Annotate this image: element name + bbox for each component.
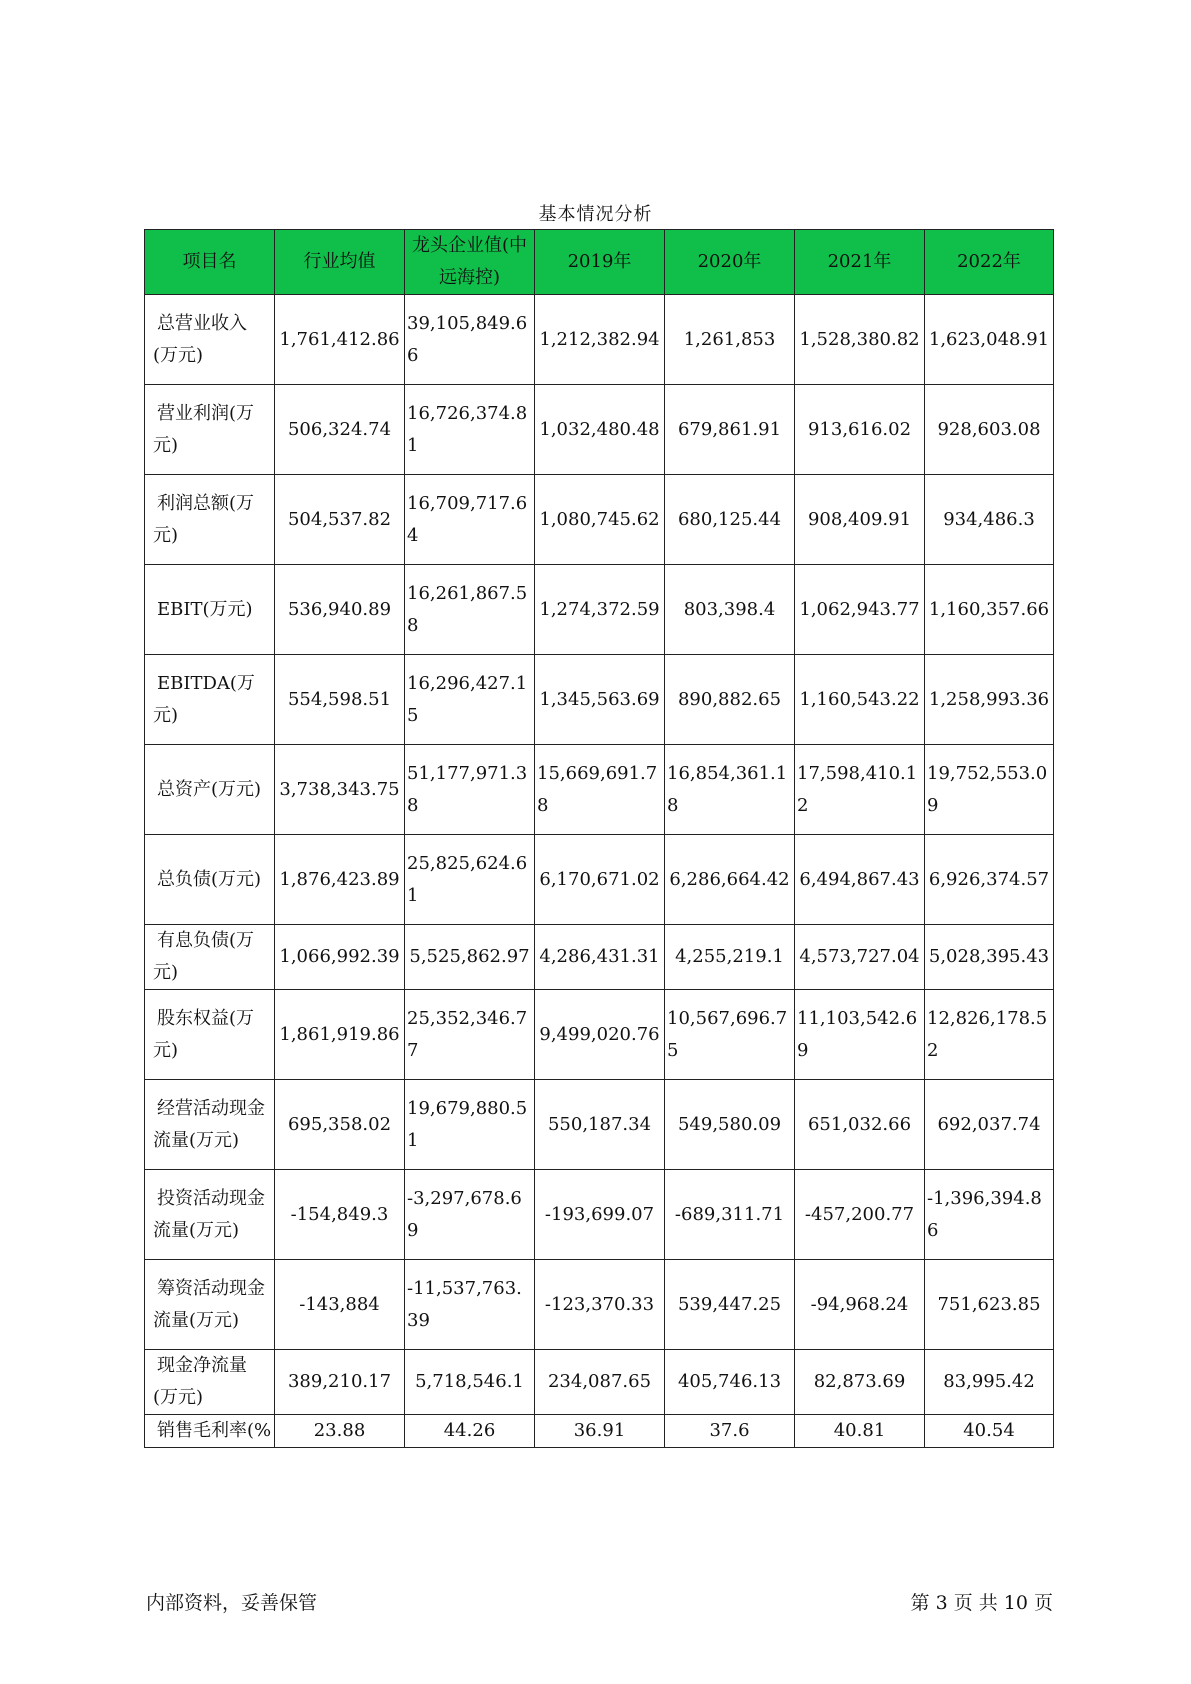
table-caption: 基本情况分析 — [538, 204, 653, 225]
table-cell: 15,669,691.78 — [535, 745, 665, 835]
row-label: 经营活动现金流量(万元) — [145, 1080, 275, 1170]
table-cell: -193,699.07 — [535, 1170, 665, 1260]
table-cell: 1,761,412.86 — [275, 295, 405, 385]
row-label: 筹资活动现金流量(万元) — [145, 1260, 275, 1350]
table-row — [145, 565, 1054, 655]
table-cell: 1,212,382.94 — [535, 295, 665, 385]
table-cell: -1,396,394.86 — [925, 1170, 1054, 1260]
table-cell: 5,718,546.1 — [405, 1350, 535, 1415]
table-cell: 11,103,542.69 — [795, 990, 925, 1080]
table-row — [145, 385, 1054, 475]
table-cell: 934,486.3 — [925, 475, 1054, 565]
table-cell: 1,261,853 — [665, 295, 795, 385]
header-item-name: 项目名 — [145, 230, 275, 295]
table-row — [145, 1260, 1054, 1350]
table-cell: 83,995.42 — [925, 1350, 1054, 1415]
basic-analysis-table — [144, 229, 1054, 1448]
table-row — [145, 925, 1054, 990]
table-cell: 679,861.91 — [665, 385, 795, 475]
table-cell: 890,882.65 — [665, 655, 795, 745]
table-cell: 4,255,219.1 — [665, 925, 795, 990]
table-row — [145, 1350, 1054, 1415]
table-cell: 36.91 — [535, 1415, 665, 1448]
table-cell: 44.26 — [405, 1415, 535, 1448]
footer-confidential: 内部资料，妥善保管 — [146, 1592, 318, 1614]
header-leader-value: 龙头企业值(中远海控) — [405, 230, 535, 295]
table-cell: -94,968.24 — [795, 1260, 925, 1350]
table-cell: 40.81 — [795, 1415, 925, 1448]
table-cell: 1,876,423.89 — [275, 835, 405, 925]
table-cell: 5,028,395.43 — [925, 925, 1054, 990]
table-cell: 549,580.09 — [665, 1080, 795, 1170]
row-label: 总资产(万元) — [145, 745, 275, 835]
table-cell: 550,187.34 — [535, 1080, 665, 1170]
table-cell: 1,160,543.22 — [795, 655, 925, 745]
table-cell: 16,726,374.81 — [405, 385, 535, 475]
table-cell: 536,940.89 — [275, 565, 405, 655]
table-cell: 389,210.17 — [275, 1350, 405, 1415]
table-cell: 82,873.69 — [795, 1350, 925, 1415]
table-row — [145, 835, 1054, 925]
table-row — [145, 295, 1054, 385]
table-row — [145, 655, 1054, 745]
table-row — [145, 1080, 1054, 1170]
table-cell: 16,854,361.18 — [665, 745, 795, 835]
table-cell: -123,370.33 — [535, 1260, 665, 1350]
table-cell: 803,398.4 — [665, 565, 795, 655]
row-label: 总营业收入(万元) — [145, 295, 275, 385]
table-row — [145, 990, 1054, 1080]
table-cell: 19,752,553.09 — [925, 745, 1054, 835]
table-cell: 506,324.74 — [275, 385, 405, 475]
table-cell: 1,062,943.77 — [795, 565, 925, 655]
header-industry-avg: 行业均值 — [275, 230, 405, 295]
row-label: 营业利润(万元) — [145, 385, 275, 475]
row-label: 总负债(万元) — [145, 835, 275, 925]
table-cell: 539,447.25 — [665, 1260, 795, 1350]
table-cell: 25,352,346.77 — [405, 990, 535, 1080]
row-label: EBIT(万元) — [145, 565, 275, 655]
row-label: 投资活动现金流量(万元) — [145, 1170, 275, 1260]
table-cell: 1,274,372.59 — [535, 565, 665, 655]
table-cell: 680,125.44 — [665, 475, 795, 565]
table-cell: -143,884 — [275, 1260, 405, 1350]
table-cell: 16,709,717.64 — [405, 475, 535, 565]
table-cell: 39,105,849.66 — [405, 295, 535, 385]
table-cell: 1,623,048.91 — [925, 295, 1054, 385]
table-cell: 23.88 — [275, 1415, 405, 1448]
table-cell: 4,286,431.31 — [535, 925, 665, 990]
table-cell: 12,826,178.52 — [925, 990, 1054, 1080]
table-cell: 9,499,020.76 — [535, 990, 665, 1080]
table-cell: 6,926,374.57 — [925, 835, 1054, 925]
table-row — [145, 745, 1054, 835]
table-cell: 908,409.91 — [795, 475, 925, 565]
table-cell: 405,746.13 — [665, 1350, 795, 1415]
table-cell: 234,087.65 — [535, 1350, 665, 1415]
table-cell: 16,296,427.15 — [405, 655, 535, 745]
table-cell: 37.6 — [665, 1415, 795, 1448]
table-cell: 6,170,671.02 — [535, 835, 665, 925]
table-cell: 19,679,880.51 — [405, 1080, 535, 1170]
table-cell: 554,598.51 — [275, 655, 405, 745]
table-cell: 5,525,862.97 — [405, 925, 535, 990]
table-cell: 1,258,993.36 — [925, 655, 1054, 745]
row-label: 销售毛利率(% — [145, 1415, 275, 1448]
table-row — [145, 475, 1054, 565]
table-cell: 1,345,563.69 — [535, 655, 665, 745]
header-2019: 2019年 — [535, 230, 665, 295]
table-cell: 6,286,664.42 — [665, 835, 795, 925]
table-cell: 1,032,480.48 — [535, 385, 665, 475]
row-label: 现金净流量(万元) — [145, 1350, 275, 1415]
footer-page-number: 第 3 页 共 10 页 — [910, 1592, 1053, 1614]
table-cell: 1,080,745.62 — [535, 475, 665, 565]
table-header-row — [145, 230, 1054, 295]
table-cell: 17,598,410.12 — [795, 745, 925, 835]
table-cell: 3,738,343.75 — [275, 745, 405, 835]
table-cell: 695,358.02 — [275, 1080, 405, 1170]
table-cell: 4,573,727.04 — [795, 925, 925, 990]
header-2022: 2022年 — [925, 230, 1054, 295]
table-cell: 10,567,696.75 — [665, 990, 795, 1080]
table-cell: 651,032.66 — [795, 1080, 925, 1170]
header-2021: 2021年 — [795, 230, 925, 295]
table-cell: 1,528,380.82 — [795, 295, 925, 385]
table-cell: 913,616.02 — [795, 385, 925, 475]
table-cell: -11,537,763.39 — [405, 1260, 535, 1350]
row-label: 有息负债(万元) — [145, 925, 275, 990]
table-cell: -154,849.3 — [275, 1170, 405, 1260]
table-cell: 1,160,357.66 — [925, 565, 1054, 655]
table-cell: 6,494,867.43 — [795, 835, 925, 925]
table-cell: 40.54 — [925, 1415, 1054, 1448]
table-cell: 25,825,624.61 — [405, 835, 535, 925]
table-cell: 504,537.82 — [275, 475, 405, 565]
table-cell: 1,861,919.86 — [275, 990, 405, 1080]
table-cell: 51,177,971.38 — [405, 745, 535, 835]
row-label: 股东权益(万元) — [145, 990, 275, 1080]
table-cell: -3,297,678.69 — [405, 1170, 535, 1260]
header-2020: 2020年 — [665, 230, 795, 295]
row-label: EBITDA(万元) — [145, 655, 275, 745]
table-cell: -689,311.71 — [665, 1170, 795, 1260]
table-row — [145, 1415, 1054, 1448]
table-cell: 751,623.85 — [925, 1260, 1054, 1350]
table-cell: -457,200.77 — [795, 1170, 925, 1260]
table-cell: 1,066,992.39 — [275, 925, 405, 990]
table-cell: 16,261,867.58 — [405, 565, 535, 655]
table-cell: 692,037.74 — [925, 1080, 1054, 1170]
row-label: 利润总额(万元) — [145, 475, 275, 565]
table-cell: 928,603.08 — [925, 385, 1054, 475]
table-row — [145, 1170, 1054, 1260]
